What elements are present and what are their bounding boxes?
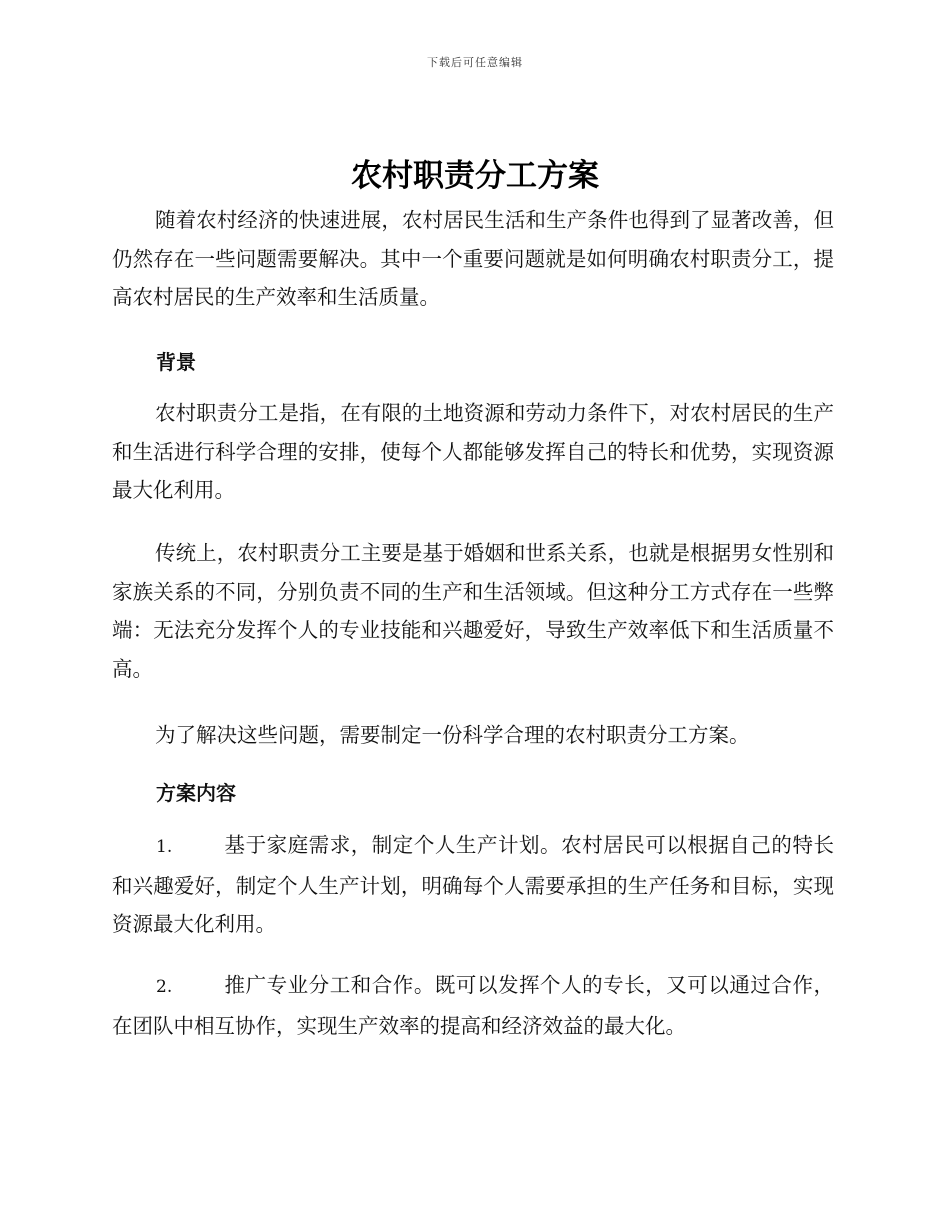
document-title: 农村职责分工方案 (351, 158, 599, 194)
background-paragraph-2: 传统上，农村职责分工主要是基于婚姻和世系关系，也就是根据男女性别和家族关系的不同，分别负责不同的生产和生活领域。但这种分工方式存在一些弊端：无法充分发挥个人的专业技能和兴趣爱好，导致生产效率低下和生活质量不高。 (112, 541, 834, 681)
background-paragraph-3: 为了解决这些问题，需要制定一份科学合理的农村职责分工方案。 (155, 723, 750, 747)
list-item-number: 1. (156, 837, 173, 857)
list-item-number: 2. (156, 977, 173, 997)
background-heading: 背景 (156, 350, 196, 374)
plan-heading: 方案内容 (156, 781, 236, 805)
background-paragraph-1: 农村职责分工是指，在有限的土地资源和劳动力条件下，对农村居民的生产和生活进行科学合理的安排，使每个人都能够发挥自己的特长和优势，实现资源最大化利用。 (112, 401, 834, 503)
list-item-text: 基于家庭需求，制定个人生产计划。农村居民可以根据自己的特长和兴趣爱好，制定个人生产计划，明确每个人需要承担的生产任务和目标，实现资源最大化利用。 (112, 833, 834, 937)
list-item-text: 推广专业分工和合作。既可以发挥个人的专长，又可以通过合作，在团队中相互协作，实现生产效率的提高和经济效益的最大化。 (112, 973, 834, 1038)
header-note: 下载后可任意编辑 (427, 56, 523, 69)
intro-paragraph: 随着农村经济的快速进展，农村居民生活和生产条件也得到了显著改善，但仍然存在一些问题需要解决。其中一个重要问题就是如何明确农村职责分工，提高农村居民的生产效率和生活质量。 (112, 208, 834, 310)
plan-list-item (112, 966, 834, 1045)
plan-list-item (112, 826, 834, 944)
